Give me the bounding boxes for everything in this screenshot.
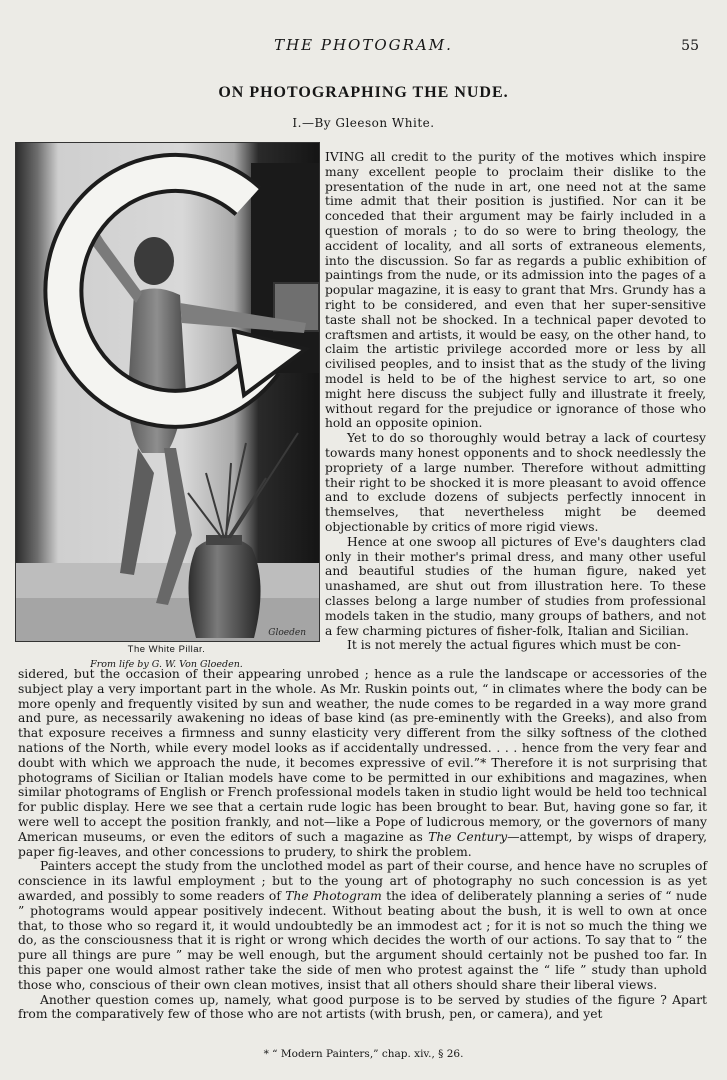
figure-caption-title: The White Pillar. xyxy=(127,644,206,655)
paragraph-4-start: It is not merely the actual figures which must be con- xyxy=(347,638,681,653)
paragraph-5-text: Painters accept the study from the unclothed model as part of their course, and hence have no scruples of conscience in its lawful employment ; but to the young art of photography no such concession is as yet awarded, and possibly to some readers of xyxy=(18,859,707,903)
paragraph-5-end: the idea of deliberately planning a series of “ nude ” photograms would appear positively indecent. Without beating about the bush, it is well to own at once that, to those who so regard it, it would undoubtedly be an immodest act ; for it is not so much the thing we do, as the consciousness that it is right or wrong which decides the worth of our actions. To say that to “ the pure all things are pure ” may be well enough, but the argument should certainly not be pushed too far. In this paper one would almost rather take the side of men who protest against the “ life ” study than uphold those who, conscious of their own clean motives, insist that all others should share their liberal views. xyxy=(18,888,707,992)
magazine-title-century: The Century xyxy=(428,829,508,844)
magazine-title-photogram: The Photogram xyxy=(285,888,382,903)
running-title: THE PHOTOGRAM. xyxy=(274,36,453,54)
photograph-illustration xyxy=(16,143,319,641)
article-title: ON PHOTOGRAPHING THE NUDE. xyxy=(218,84,509,101)
article-full-width xyxy=(18,667,707,1022)
paragraph-2: Yet to do so thoroughly would betray a lack of courtesy towards many honest opponents and to shock needlessly the propriety of a large number. Therefore without admitting their right to be shocked it is more pleasant to avoid offence and to exclude dozens of subjects perfectly innocent in themselves, that nevertheless might be deemed objectionable by critics of more rigid views. xyxy=(325,431,706,534)
page-number: 55 xyxy=(681,38,699,54)
article-byline: I.—By Gleeson White. xyxy=(292,116,435,130)
article-right-column xyxy=(325,150,706,653)
photograph-figure xyxy=(15,142,320,642)
paragraph-4-continued xyxy=(18,667,707,859)
figure-caption-credit: From life by G. W. Von Gloeden. xyxy=(90,659,243,670)
paragraph-6: Another question comes up, namely, what good purpose is to be served by studies of the figure ? Apart from the comparatively few of those who are not artists (with brush, pen, or camera), and yet xyxy=(18,992,707,1022)
paragraph-4-end: —attempt, by wisps of drapery, paper fig-leaves, and other concessions to prudery, to shirk the problem. xyxy=(18,829,707,859)
paragraph-4-text: sidered, but the occasion of their appearing unrobed ; hence as a rule the landscape or accessories of the subject play a very important part in the whole. As Mr. Ruskin points out, “ in climates where the body can be more openly and frequently visited by sun and weather, the nude comes to be regarded in a way more grand and pure, as necessarily awakening no ideas of base kind (as pre-eminently with the Greeks), and also from that exposure receives a firmness and sunny elasticity very different from the silky softness of the clothed nations of the North, while every model looks as if accidentally undressed. . . . hence from the very fear and doubt with which we approach the nude, it becomes expressive of evil.”* Therefore it is not surprising that photograms of Sicilian or Italian models have come to be permitted in our exhibitions and magazines, when similar photograms of English or French professional models taken in studio light would be held too technical for public display. Here we see that a certain rude logic has been brought to bear. But, having gone so far, it were well to accept the position frankly, and not—like a Pope of ludicrous memory, or the governors of many American museums, or even the editors of such a magazine as xyxy=(18,667,707,844)
paragraph-5 xyxy=(18,859,707,992)
photographer-signature: Gloeden xyxy=(268,628,306,638)
paragraph-3: Hence at one swoop all pictures of Eve's daughters clad only in their mother's primal dress, and many other useful and beautiful studies of the human figure, naked yet unashamed, are shut out from illustration here. To these classes belong a large number of studies from professional models taken in the studio, many groups of bathers, and not a few charming pictures of fisher-folk, Italian and Sicilian. xyxy=(325,534,706,638)
footnote: * “ Modern Painters,” chap. xiv., § 26. xyxy=(263,1048,464,1060)
paragraph-1: IVING all credit to the purity of the motives which inspire many excellent people to proclaim their dislike to the presentation of the nude in art, one need not at the same time admit that their position is justified. Nor can it be conceded that their argument may be fairly included in a question of morals ; to do so were to bring theology, the accident of locality, and all sorts of extraneous elements, into the discussion. So far as regards a public exhibition of paintings from the nude, or its admission into the pages of a popular magazine, it is easy to grant that Mrs. Grundy has a right to be considered, and even that her super-sensitive taste shall not be shocked. In a technical paper devoted to craftsmen and artists, it would be easy, on the other hand, to claim the artistic privilege accorded more or less by all civilised peoples, and to insist that as the study of the living model is held to be of the highest service to art, so one might here discuss the subject fully and illustrate it freely, without regard for the prejudice or ignorance of those who hold an opposite opinion. xyxy=(325,150,706,431)
